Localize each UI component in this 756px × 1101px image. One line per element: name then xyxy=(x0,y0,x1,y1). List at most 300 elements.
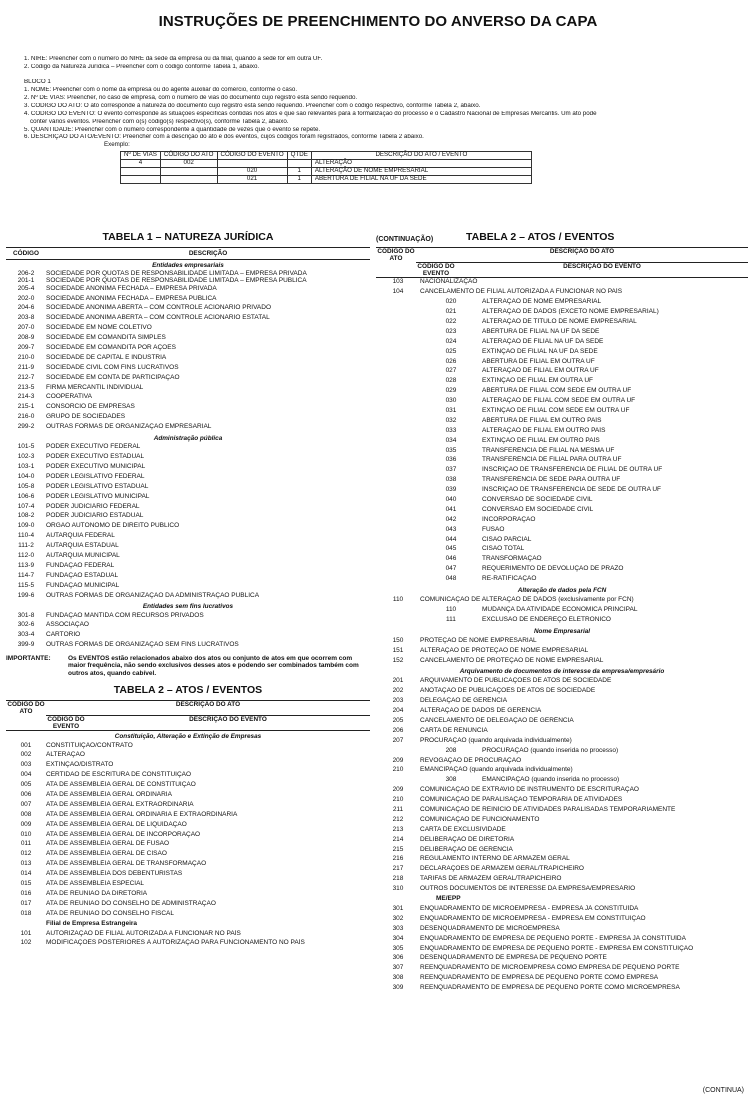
table-row xyxy=(376,855,748,865)
event-row xyxy=(376,545,748,555)
event-row xyxy=(376,348,748,358)
important-label: IMPORTANTE: xyxy=(6,655,51,663)
event-code: 036 xyxy=(445,456,457,464)
row-description: ALTERAÇÃO xyxy=(46,751,85,759)
event-code: 042 xyxy=(445,515,457,523)
event-row xyxy=(376,377,748,387)
table-row xyxy=(376,915,748,925)
example-cell: 1 xyxy=(287,176,311,184)
row-description: DELEGAÇÃO DE GERÊNCIA xyxy=(420,697,508,705)
row-description: CARTÓRIO xyxy=(46,631,81,639)
row-description: ENQUADRAMENTO DE EMPRESA DE PEQUENO PORTE - EMPRESA JÁ CONSTITUÍDA xyxy=(420,934,686,942)
event-code: 024 xyxy=(445,337,457,345)
table-row xyxy=(376,935,748,945)
section-heading: ME/EPP xyxy=(436,894,461,902)
row-code: 301 xyxy=(392,904,404,912)
row-code: 103-1 xyxy=(17,462,35,470)
row-description: MODIFICAÇÕES POSTERIORES À AUTORIZAÇÃO PARA FUNCIONAMENTO NO PAÍS xyxy=(46,939,305,947)
table-row xyxy=(6,364,370,374)
row-description: SOCIEDADE EM COMANDITA POR AÇÕES xyxy=(46,343,176,351)
table-row xyxy=(6,324,370,334)
table-row xyxy=(376,905,748,915)
table-row xyxy=(376,596,748,606)
example-cell xyxy=(121,168,161,176)
row-code: 104 xyxy=(392,288,404,296)
row-description: CANCELAMENTO DE FILIAL AUTORIZADA A FUNCIONAR NO PAÍS xyxy=(420,288,623,296)
event-row xyxy=(376,298,748,308)
event-row xyxy=(376,407,748,417)
row-code: 208-9 xyxy=(17,334,35,342)
row-code: 103 xyxy=(392,278,404,286)
row-description: ATA DE ASSEMBLÉIA GERAL DE CONSTITUIÇÃO xyxy=(46,781,196,789)
instruction-line: 3. CÓDIGO DO ATO: O ato corresponde à natureza do documento cujo registro está sendo requerido. Preencher com o código respectivo, conforme Tabela 2, abaixo. xyxy=(24,102,481,109)
table-row xyxy=(6,811,370,821)
row-code: 310 xyxy=(392,885,404,893)
table-row xyxy=(376,757,748,767)
column-code-evento: CÓDIGO DO EVENTO xyxy=(417,263,455,278)
event-code: 110 xyxy=(445,605,457,613)
foreign-heading: Filial de Empresa Estrangeira xyxy=(46,919,138,927)
indent xyxy=(376,747,420,757)
row-code: 104-0 xyxy=(17,472,35,480)
row-code: 209 xyxy=(392,756,404,764)
row-code: 206-2 xyxy=(17,270,35,278)
event-code: 208 xyxy=(445,746,457,754)
table-row xyxy=(6,572,370,582)
event-description: EXTINÇÃO DE FILIAL COM SEDE EM OUTRA UF xyxy=(482,407,630,415)
row-code: 110 xyxy=(392,596,404,604)
indent xyxy=(376,456,420,466)
event-row xyxy=(376,616,748,626)
row-description: GRUPO DE SOCIEDADES xyxy=(46,413,126,421)
table-row xyxy=(376,727,748,737)
row-code: 151 xyxy=(392,646,404,654)
row-code: 217 xyxy=(392,865,404,873)
row-description: SOCIEDADE ANÔNIMA FECHADA – EMPRESA PRIVADA xyxy=(46,284,217,292)
row-description: PODER EXECUTIVO MUNICIPAL xyxy=(46,462,146,470)
row-description: REENQUADRAMENTO DE EMPRESA DE PEQUENO PORTE COMO MICROEMPRESA xyxy=(420,984,680,992)
row-code: 211-9 xyxy=(17,363,35,371)
row-code: 216-0 xyxy=(17,413,35,421)
row-code: 207 xyxy=(392,736,404,744)
event-row xyxy=(376,397,748,407)
table-row xyxy=(376,677,748,687)
row-code: 010 xyxy=(20,830,32,838)
indent xyxy=(376,308,420,318)
right-column xyxy=(376,232,748,994)
row-code: 011 xyxy=(20,840,32,848)
row-description: FUNDAÇÃO MUNICIPAL xyxy=(46,581,120,589)
event-code: 047 xyxy=(445,565,457,573)
row-description: NACIONALIZAÇÃO xyxy=(420,278,478,286)
table2-title: TABELA 2 – ATOS / EVENTOS xyxy=(466,231,615,243)
table-row xyxy=(376,925,748,935)
row-description: ATA DE ASSEMBLÉIA GERAL EXTRAORDINÁRIA xyxy=(46,800,194,808)
event-description: TRANSFERÊNCIA DE SEDE PARA OUTRA UF xyxy=(482,476,621,484)
event-code: 037 xyxy=(445,466,457,474)
row-description: ALTERAÇÃO DE DADOS DE GERÊNCIA xyxy=(420,707,542,715)
row-description: REGULAMENTO INTERNO DE ARMAZÉM GERAL xyxy=(420,855,570,863)
row-code: 202 xyxy=(392,687,404,695)
table-row xyxy=(6,393,370,403)
event-row xyxy=(376,476,748,486)
table-row xyxy=(6,592,370,602)
column-desc-header: DESCRIÇÃO xyxy=(188,249,228,257)
row-description: ALTERAÇÃO DE PROTEÇÃO DE NOME EMPRESARIAL xyxy=(420,646,589,654)
table-row xyxy=(6,641,370,651)
row-description: DESENQUADRAMENTO DE MICROEMPRESA xyxy=(420,924,560,932)
row-code: 107-4 xyxy=(17,502,35,510)
event-row xyxy=(376,447,748,457)
row-code: 309 xyxy=(392,984,404,992)
row-code: 108-2 xyxy=(17,512,35,520)
row-description: PODER LEGISLATIVO MUNICIPAL xyxy=(46,492,150,500)
event-description: ABERTURA DE FILIAL COM SEDE EM OUTRA UF xyxy=(482,387,632,395)
indent xyxy=(376,387,420,397)
row-description: COMUNICAÇÃO DE REINÍCIO DE ATIVIDADES PARALISADAS TEMPORARIAMENTE xyxy=(420,805,676,813)
table-row xyxy=(6,483,370,493)
event-description: ALTERAÇÃO DE TÍTULO DE NOME EMPRESARIAL xyxy=(482,318,637,325)
table-row xyxy=(6,850,370,860)
row-description: FUNDAÇÃO MANTIDA COM RECURSOS PRIVADOS xyxy=(46,611,204,619)
table-row xyxy=(6,870,370,880)
row-code: 101-5 xyxy=(17,443,35,451)
important-text: Os EVENTOS estão relacionados abaixo dos atos ou conjunto de atos em que ocorrem com maior frequência, não sendo exclusivos desses atos e podendo ser combinados também com outros atos, quando cabível. xyxy=(68,655,359,677)
indent xyxy=(376,427,420,437)
event-description: ALTERAÇÃO DE DADOS (EXCETO NOME EMPRESARIAL) xyxy=(482,308,659,316)
row-code: 014 xyxy=(20,870,32,878)
row-code: 308 xyxy=(392,974,404,982)
indent xyxy=(376,338,420,348)
table-row xyxy=(6,413,370,423)
indent xyxy=(376,466,420,476)
indent xyxy=(376,377,420,387)
row-code: 114-7 xyxy=(17,571,35,579)
table-row xyxy=(6,295,370,305)
row-code: 214 xyxy=(392,835,404,843)
table-row xyxy=(6,562,370,572)
table-row xyxy=(376,637,748,647)
table-row xyxy=(376,836,748,846)
table-row xyxy=(376,816,748,826)
example-header: Nº DE VIAS xyxy=(121,152,161,160)
indent xyxy=(376,328,420,338)
example-table xyxy=(120,151,532,184)
event-description: ALTERAÇÃO DE FILIAL EM OUTRA UF xyxy=(482,367,599,375)
table-row xyxy=(376,737,748,747)
row-code: 209 xyxy=(392,786,404,794)
row-description: REENQUADRAMENTO DE EMPRESA DE PEQUENO PORTE COMO EMPRESA xyxy=(420,974,659,982)
table-row xyxy=(376,806,748,816)
event-row xyxy=(376,536,748,546)
page-title: INSTRUÇÕES DE PREENCHIMENTO DO ANVERSO DA CAPA xyxy=(158,13,598,30)
event-code: 038 xyxy=(445,476,457,484)
row-description: SOCIEDADE ANÔNIMA ABERTA – COM CONTROLE ACIONÁRIO PRIVADO xyxy=(46,304,272,312)
event-code: 022 xyxy=(445,318,457,325)
row-description: DELIBERAÇÃO DE GERÊNCIA xyxy=(420,845,513,853)
column-code-evento: CÓDIGO DO EVENTO xyxy=(47,716,85,731)
table-row xyxy=(6,621,370,631)
event-code: 020 xyxy=(445,298,457,306)
row-description: DESENQUADRAMENTO DE EMPRESA DE PEQUENO PORTE xyxy=(420,954,607,962)
row-code: 015 xyxy=(20,880,32,888)
row-code: 204-6 xyxy=(17,304,35,312)
table-row xyxy=(6,374,370,384)
indent xyxy=(376,606,420,616)
event-code: 034 xyxy=(445,436,457,444)
event-row xyxy=(376,747,748,757)
row-code: 212 xyxy=(392,815,404,823)
row-description: SOCIEDADE ANÔNIMA FECHADA – EMPRESA PÚBLICA xyxy=(46,294,217,302)
row-description: PROTEÇÃO DE NOME EMPRESARIAL xyxy=(420,636,537,644)
row-code: 215-1 xyxy=(17,403,35,411)
row-code: 299-2 xyxy=(17,423,35,431)
column-code-header: CÓDIGO xyxy=(13,249,39,257)
row-code: 212-7 xyxy=(17,373,35,381)
row-description: ARQUIVAMENTO DE PUBLICAÇÕES DE ATOS DE SOCIEDADE xyxy=(420,677,612,685)
event-description: CONVERSÃO EM SOCIEDADE CIVIL xyxy=(482,505,594,513)
example-cell: 020 xyxy=(217,168,287,176)
event-code: 033 xyxy=(445,426,457,434)
row-description: SOCIEDADE EM COMANDITA SIMPLES xyxy=(46,334,166,342)
row-code: 205 xyxy=(392,716,404,724)
row-code: 199-6 xyxy=(17,591,35,599)
event-description: CISÃO TOTAL xyxy=(482,545,525,553)
row-description: AUTARQUIA FEDERAL xyxy=(46,532,115,540)
row-description: ENQUADRAMENTO DE MICROEMPRESA - EMPRESA JÁ CONSTITUÍDA xyxy=(420,904,639,912)
row-code: 302-6 xyxy=(17,621,35,629)
row-description: ATA DE REUNIÃO DO CONSELHO DE ADMINISTRAÇÃO xyxy=(46,899,216,907)
row-code: 004 xyxy=(20,771,32,779)
table-row xyxy=(6,314,370,324)
indent xyxy=(376,516,420,526)
row-code: 205-4 xyxy=(17,284,35,292)
table-row xyxy=(6,522,370,532)
event-code: 046 xyxy=(445,555,457,563)
event-description: INSCRIÇÃO DE TRANSFERÊNCIA DE FILIAL DE OUTRA UF xyxy=(482,466,663,474)
row-description: FUNDAÇÃO FEDERAL xyxy=(46,561,115,569)
table-row xyxy=(6,542,370,552)
instructions-block xyxy=(24,56,739,184)
row-code: 216 xyxy=(392,855,404,863)
example-cell xyxy=(121,176,161,184)
event-row xyxy=(376,367,748,377)
event-code: 044 xyxy=(445,535,457,543)
table-row xyxy=(6,285,370,295)
continuation-label: (CONTINUAÇÃO) xyxy=(376,235,434,243)
table-row xyxy=(376,657,748,667)
row-description: PODER EXECUTIVO ESTADUAL xyxy=(46,453,145,461)
row-code: 102 xyxy=(20,939,32,947)
row-code: 213 xyxy=(392,825,404,833)
instruction-line: 2. Código da Natureza Jurídica – Preencher com o código conforme Tabela 1, abaixo. xyxy=(24,63,260,70)
row-description: ATA DE ASSEMBLÉIA GERAL ORDINÁRIA E EXTRAORDINÁRIA xyxy=(46,810,238,818)
table2-column-headers xyxy=(376,248,748,279)
row-code: 201-1 xyxy=(17,277,35,285)
header-row-evento xyxy=(416,262,748,277)
row-description: ATA DE ASSEMBLÉIA GERAL DE CISÃO xyxy=(46,850,167,858)
example-label: Exemplo: xyxy=(104,141,130,149)
indent xyxy=(376,616,420,626)
row-code: 203 xyxy=(392,697,404,705)
row-code: 206 xyxy=(392,726,404,734)
table-row xyxy=(376,707,748,717)
row-code: 306 xyxy=(392,954,404,962)
event-row xyxy=(376,338,748,348)
indent xyxy=(376,437,420,447)
event-description: EXTINÇÃO DE FILIAL NA UF DA SEDE xyxy=(482,347,598,355)
event-code: 048 xyxy=(445,575,457,583)
event-description: RE-RATIFICAÇÃO xyxy=(482,575,537,583)
row-description: ANOTAÇÃO DE PUBLICAÇÕES DE ATOS DE SOCIEDADE xyxy=(420,687,596,695)
row-description: COOPERATIVA xyxy=(46,393,92,401)
event-code: 035 xyxy=(445,446,457,454)
table-row xyxy=(6,344,370,354)
row-description: CONSTITUIÇÃO/CONTRATO xyxy=(46,741,133,749)
table-row xyxy=(376,984,748,994)
section-heading: Administração pública xyxy=(153,434,223,442)
example-cell: 4 xyxy=(121,160,161,168)
row-code: 113-9 xyxy=(17,561,35,569)
row-code: 003 xyxy=(20,761,32,769)
table-row xyxy=(6,384,370,394)
event-row xyxy=(376,606,748,616)
event-row xyxy=(376,575,748,585)
event-description: CISÃO PARCIAL xyxy=(482,535,532,543)
row-code: 018 xyxy=(20,909,32,917)
event-row xyxy=(376,565,748,575)
row-description: CERTIDÃO DE ESCRITURA DE CONSTITUIÇÃO xyxy=(46,771,192,779)
row-description: ATA DE ASSEMBLÉIA GERAL DE INCORPORAÇÃO xyxy=(46,830,201,838)
instruction-line: 1. NOME: Preencher com o nome da empresa ou do agente auxiliar do comércio, conforme o caso. xyxy=(24,86,298,93)
row-code: 012 xyxy=(20,850,32,858)
row-code: 303-4 xyxy=(17,631,35,639)
row-description: CARTA DE RENÚNCIA xyxy=(420,726,488,734)
table-row xyxy=(6,930,370,940)
table1-title: TABELA 1 – NATUREZA JURÍDICA xyxy=(6,232,370,248)
row-code: 106-6 xyxy=(17,492,35,500)
event-row xyxy=(376,328,748,338)
event-code: 039 xyxy=(445,486,457,494)
event-row xyxy=(376,318,748,328)
event-code: 045 xyxy=(445,545,457,553)
row-description: ATA DE REUNIÃO DO CONSELHO FISCAL xyxy=(46,909,174,917)
event-row xyxy=(376,526,748,536)
event-description: FUSÃO xyxy=(482,525,505,533)
row-description: COMUNICAÇÃO DE EXTRAVIO DE INSTRUMENTO DE ESCRITURAÇÃO xyxy=(420,786,639,794)
row-code: 016 xyxy=(20,889,32,897)
row-code: 152 xyxy=(392,656,404,664)
row-code: 399-9 xyxy=(17,641,35,649)
section-heading: Entidades empresariais xyxy=(152,261,224,269)
row-description: PODER LEGISLATIVO FEDERAL xyxy=(46,472,145,480)
event-description: REQUERIMENTO DE DEVOLUÇÃO DE PRAZO xyxy=(482,565,624,573)
row-code: 101 xyxy=(20,929,32,937)
row-description: ATA DE ASSEMBLÉIA GERAL DE LIQUIDAÇÃO xyxy=(46,820,187,828)
event-description: EXCLUSÃO DE ENDEREÇO ELETRÔNICO xyxy=(482,615,611,623)
row-description: ENQUADRAMENTO DE MICROEMPRESA - EMPRESA EM CONSTITUIÇÃO xyxy=(420,914,646,922)
row-description: PODER JUDICIÁRIO ESTADUAL xyxy=(46,512,144,520)
table-row xyxy=(376,766,748,776)
section-heading: Alteração de dados pela FCN xyxy=(517,587,607,595)
row-description: SOCIEDADE DE CAPITAL E INDÚSTRIA xyxy=(46,353,167,361)
important-note xyxy=(6,655,370,677)
section-heading: Entidades sem fins lucrativos xyxy=(142,603,234,611)
table-row xyxy=(376,826,748,836)
row-description: SOCIEDADE POR QUOTAS DE RESPONSABILIDADE LIMITADA – EMPRESA PÚBLICA xyxy=(46,277,307,285)
event-description: EXTINÇÃO DE FILIAL EM OUTRO PAÍS xyxy=(482,436,600,444)
table-row xyxy=(6,354,370,364)
event-row xyxy=(376,308,748,318)
row-code: 304 xyxy=(392,934,404,942)
example-cell: ALTERAÇÃO xyxy=(311,160,531,168)
row-code: 112-0 xyxy=(17,551,35,559)
continue-note: (CONTINUA) xyxy=(702,1087,744,1095)
indent xyxy=(376,545,420,555)
row-code: 005 xyxy=(20,781,32,789)
header-row-ato xyxy=(376,248,748,262)
row-description: FIRMA MERCANTIL INDIVIDUAL xyxy=(46,383,144,391)
table-row xyxy=(376,974,748,984)
row-code: 013 xyxy=(20,860,32,868)
event-description: TRANSFORMAÇÃO xyxy=(482,555,542,563)
indent xyxy=(376,536,420,546)
table-row xyxy=(376,964,748,974)
row-description: ENQUADRAMENTO DE EMPRESA DE PEQUENO PORTE - EMPRESA EM CONSTITUIÇÃO xyxy=(420,944,694,952)
row-description: PODER EXECUTIVO FEDERAL xyxy=(46,443,141,451)
table-row xyxy=(6,403,370,413)
table-row xyxy=(6,791,370,801)
table-row xyxy=(6,751,370,761)
row-description: ÓRGÃO AUTÔNOMO DE DIREITO PÚBLICO xyxy=(46,522,180,530)
table-row xyxy=(6,900,370,910)
event-row xyxy=(376,358,748,368)
event-row xyxy=(376,456,748,466)
row-description: ATA DE ASSEMBLÉIA GERAL ORDINÁRIA xyxy=(46,791,172,798)
row-description: ATA DE ASSEMBLÉIA GERAL DE FUSÃO xyxy=(46,840,170,848)
example-header: DESCRIÇÃO DO ATO / EVENTO xyxy=(311,152,531,160)
event-description: CONVERSÃO DE SOCIEDADE CIVIL xyxy=(482,496,593,504)
table-row xyxy=(6,860,370,870)
row-code: 001 xyxy=(20,741,32,749)
indent xyxy=(376,776,420,786)
table-row xyxy=(6,781,370,791)
row-description: PODER JUDICIÁRIO FEDERAL xyxy=(46,502,140,510)
example-cell: ALTERAÇÃO DE NOME EMPRESARIAL xyxy=(311,168,531,176)
section-heading: Nome Empresarial xyxy=(533,627,591,635)
event-row xyxy=(376,506,748,516)
example-cell: 1 xyxy=(287,168,311,176)
row-description: SOCIEDADE CIVIL COM FINS LUCRATIVOS xyxy=(46,363,179,371)
table-row xyxy=(6,473,370,483)
instruction-line: conter vários eventos. Preencher com o(s) código(s) respectivo(s), conforme Tabela 2, abaixo. xyxy=(30,118,289,125)
event-code: 041 xyxy=(445,505,457,513)
row-description: REENQUADRAMENTO DE MICROEMPRESA COMO EMPRESA DE PEQUENO PORTE xyxy=(420,964,680,972)
event-code: 308 xyxy=(445,776,457,784)
table-row xyxy=(6,880,370,890)
table-row xyxy=(6,493,370,503)
event-code: 031 xyxy=(445,407,457,415)
row-description: ATA DE ASSEMBLÉIA GERAL DE TRANSFORMAÇÃO xyxy=(46,860,207,868)
indent xyxy=(376,358,420,368)
table-row xyxy=(6,552,370,562)
left-column xyxy=(6,232,370,949)
table-row xyxy=(376,697,748,707)
row-description: PROCURAÇÃO (quando arquivada individualmente) xyxy=(420,736,572,744)
table-row xyxy=(376,885,748,895)
event-description: ALTERAÇÃO DE FILIAL EM OUTRO PAÍS xyxy=(482,426,606,434)
row-code: 204 xyxy=(392,707,404,715)
